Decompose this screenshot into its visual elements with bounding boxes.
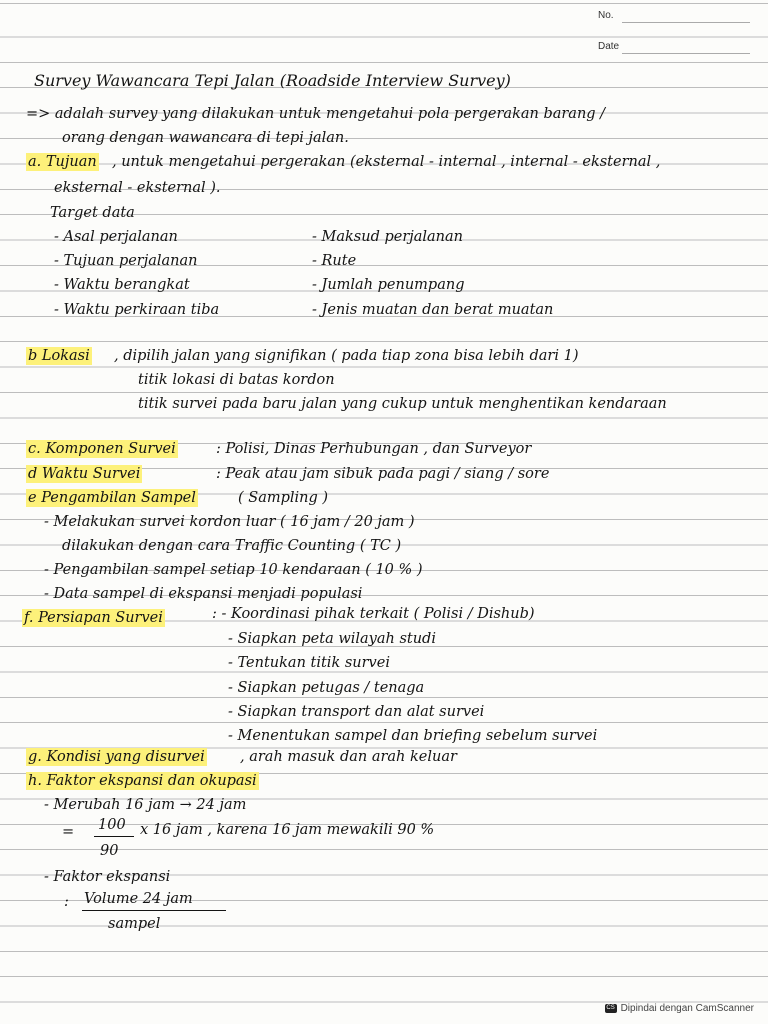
section-b-text-3: titik survei pada baru jalan yang cukup untuk menghentikan kendaraan [138,396,667,412]
section-f-item-3: - Tentukan titik survei [228,655,390,671]
section-c-label: c. Komponen Survei [28,441,176,457]
target-data-heading: Target data [50,205,135,221]
target-item-1: - Asal perjalanan [54,229,178,245]
target-item-4: - Rute [312,253,357,269]
section-f-item-4: - Siapkan petugas / tenaga [228,680,425,696]
date-field-line [622,53,750,54]
section-f-item-5: - Siapkan transport dan alat survei [228,704,485,720]
camscanner-text: Dipindai dengan CamScanner [620,1003,754,1014]
formula-2-fraction-bar [82,910,226,911]
section-e-label: e Pengambilan Sampel [28,490,196,506]
section-e-item-3: - Pengambilan sampel setiap 10 kendaraan ( 10 % ) [44,562,423,578]
formula-1-denominator: 90 [100,843,119,859]
section-f-label: f. Persiapan Survei [24,610,163,626]
section-h-item-2: - Faktor ekspansi [44,869,171,885]
section-a-text-2: eksternal - eksternal ). [54,180,221,196]
formula-1-numerator: 100 [98,817,126,833]
section-b-text-2: titik lokasi di batas kordon [138,372,335,388]
section-e-item-1: - Melakukan survei kordon luar ( 16 jam / 20 jam ) [44,514,415,530]
camscanner-watermark [605,1003,754,1014]
date-label: Date [598,41,620,52]
target-item-8: - Jenis muatan dan berat muatan [312,302,554,318]
section-d-text: : Peak atau jam sibuk pada pagi / siang / sore [216,466,550,482]
section-g-label: g. Kondisi yang disurvei [28,749,205,765]
section-b-text: , dipilih jalan yang signifikan ( pada tiap zona bisa lebih dari 1) [114,348,579,364]
section-h-label: h. Faktor ekspansi dan okupasi [28,773,257,789]
section-f-item-1: : - Koordinasi pihak terkait ( Polisi / Dishub) [212,606,535,622]
title: Survey Wawancara Tepi Jalan (Roadside Interview Survey) [34,71,511,90]
formula-1-equals: = [62,824,75,840]
definition-line-1: => adalah survey yang dilakukan untuk mengetahui pola pergerakan barang / [26,106,606,122]
formula-2-colon: : [64,894,69,910]
section-f-item-2: - Siapkan peta wilayah studi [228,631,436,647]
target-item-5: - Waktu berangkat [54,277,190,293]
section-e-item-4: - Data sampel di ekspansi menjadi populasi [44,586,363,602]
camscanner-logo-icon: CS [606,1005,615,1011]
section-d-label: d Waktu Survei [28,466,141,482]
section-h-item-1: - Merubah 16 jam → 24 jam [44,797,247,813]
no-label: No. [598,10,614,21]
formula-1-fraction-bar [94,836,134,837]
target-item-7: - Waktu perkiraan tiba [54,302,220,318]
formula-2-numerator: Volume 24 jam [84,891,193,907]
no-field-line [622,22,750,23]
section-c-text: : Polisi, Dinas Perhubungan , dan Surveyor [216,441,532,457]
target-item-6: - Jumlah penumpang [312,277,465,293]
formula-2-denominator: sampel [108,916,161,932]
section-e-item-2: dilakukan dengan cara Traffic Counting ( TC ) [62,538,402,554]
section-g-text: , arah masuk dan arah keluar [240,749,457,765]
target-item-3: - Tujuan perjalanan [54,253,198,269]
section-b-label: b Lokasi [28,348,90,364]
section-e-text: ( Sampling ) [238,490,329,506]
section-a-label: a. Tujuan [28,154,97,170]
section-a-text: , untuk mengetahui pergerakan (eksternal - internal , internal - eksternal , [112,154,661,170]
section-f-item-6: - Menentukan sampel dan briefing sebelum survei [228,728,598,744]
target-item-2: - Maksud perjalanan [312,229,463,245]
formula-1-rest: x 16 jam , karena 16 jam mewakili 90 % [140,822,435,838]
definition-line-2: orang dengan wawancara di tepi jalan. [62,130,349,146]
